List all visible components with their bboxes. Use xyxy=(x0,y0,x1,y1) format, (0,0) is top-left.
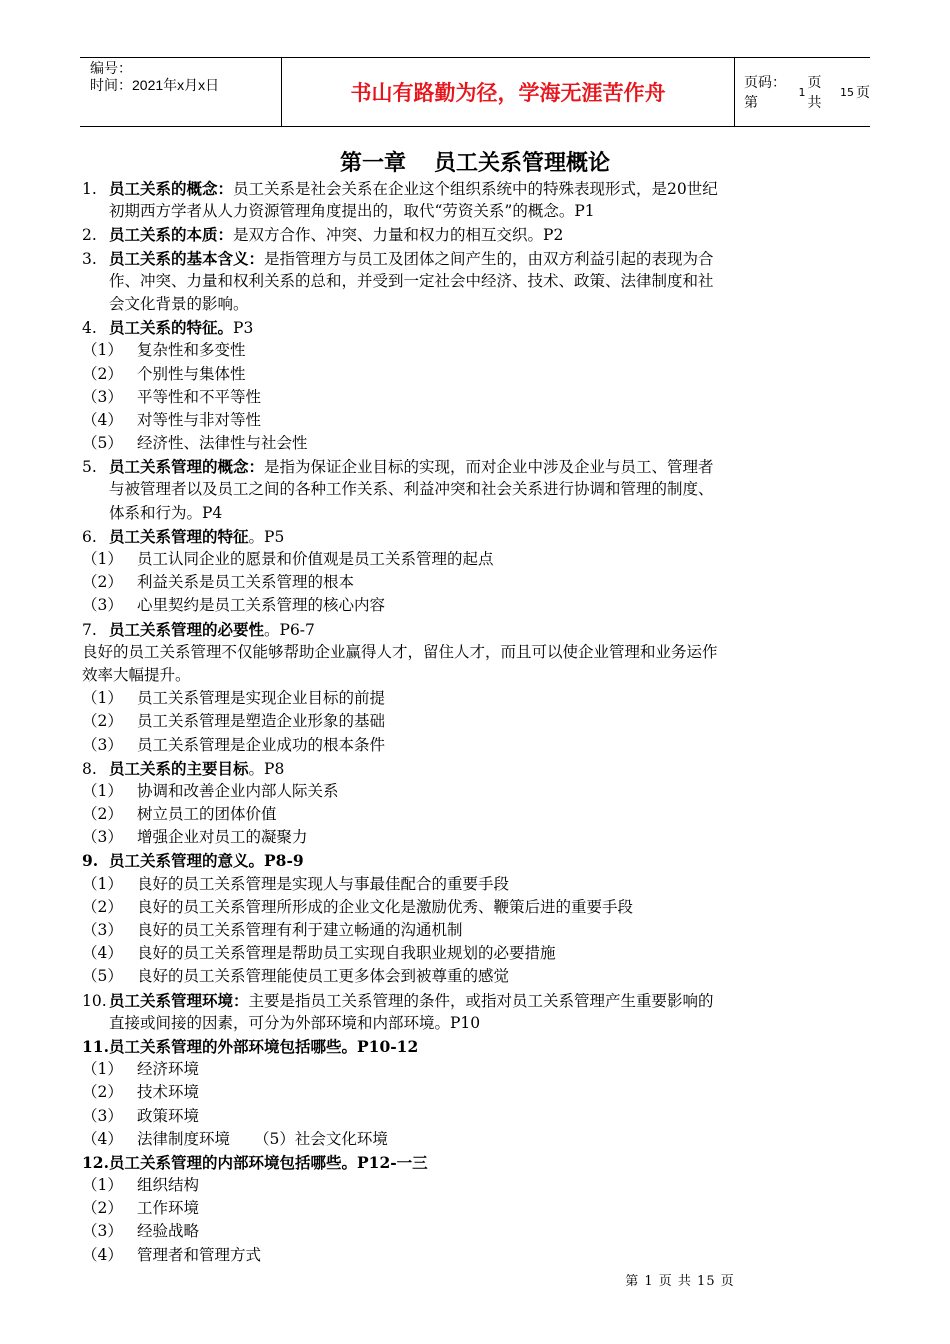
sub-item: （5） 经济性、法律性与社会性 xyxy=(82,434,308,453)
list-item: 6. 员工关系管理的特征。P5 xyxy=(82,526,285,546)
list-item-continuation: 与被管理者以及员工之间的各种工作关系、利益冲突和社会关系进行协调和管理的制度、 xyxy=(109,480,714,499)
paragraph-line: 良好的员工关系管理不仅能够帮助企业赢得人才，留住人才，而且可以使企业管理和业务运作 xyxy=(82,642,718,661)
sub-item: （1） 协调和改善企业内部人际关系 xyxy=(82,781,339,800)
sub-item: （4） 对等性与非对等性 xyxy=(82,410,262,429)
sub-item: （3） 平等性和不平等性 xyxy=(82,387,262,406)
list-item: 12.员工关系管理的内部环境包括哪些。P12-一三 xyxy=(82,1152,428,1172)
list-item-continuation: 作、冲突、力量和权利关系的总和，并受到一定社会中经济、技术、政策、法律制度和社 xyxy=(109,271,714,290)
page-footer: 第 1 页 共 15 页 xyxy=(625,1274,735,1289)
term: 员工关系管理的意义。P8-9 xyxy=(109,851,304,871)
chapter-title xyxy=(0,146,950,177)
page-prefix: 页码：第 xyxy=(744,75,786,111)
document-body xyxy=(82,177,868,1267)
term: 员工关系管理的外部环境包括哪些。P10-12 xyxy=(109,1036,419,1056)
term: 员工关系管理的内部环境包括哪些。P12-一三 xyxy=(109,1152,428,1172)
page-suffix: 页 xyxy=(856,85,870,101)
page-current: 1 xyxy=(798,85,806,99)
sub-item: （1） 组织结构 xyxy=(82,1176,200,1195)
sub-item: （1） 经济环境 xyxy=(82,1060,200,1079)
sub-item: （2） 工作环境 xyxy=(82,1199,200,1218)
sub-item: （3） 良好的员工关系管理有利于建立畅通的沟通机制 xyxy=(82,921,463,939)
list-item: 7. 员工关系管理的必要性。P6-7 xyxy=(82,619,315,639)
sub-item: （3） 政策环境 xyxy=(82,1106,200,1125)
chapter-name: 员工关系管理概论 xyxy=(434,150,611,176)
list-item: 10. 员工关系管理环境：主要是指员工关系管理的条件，或指对员工关系管理产生重要影响的 xyxy=(82,990,714,1010)
page-mid: 页 共 xyxy=(807,75,822,111)
sub-item: （1） 员工关系管理是实现企业目标的前提 xyxy=(82,689,386,708)
list-item: 2. 员工关系的本质：是双方合作、冲突、力量和权力的相互交织。P2 xyxy=(82,225,564,245)
sub-item: （3） 心里契约是员工关系管理的核心内容 xyxy=(82,596,386,615)
list-item: 11.员工关系管理的外部环境包括哪些。P10-12 xyxy=(82,1036,419,1056)
sub-item: （4） 法律制度环境 （5）社会文化环境 xyxy=(82,1129,388,1148)
sub-item: （3） 经验战略 xyxy=(82,1222,200,1241)
list-item-continuation: 初期西方学者从人力资源管理角度提出的，取代“劳资关系”的概念。P1 xyxy=(109,202,595,221)
sub-item: （5） 良好的员工关系管理能使员工更多体会到被尊重的感觉 xyxy=(82,967,510,986)
page-total: 15 xyxy=(840,85,854,99)
sub-item: （2） 技术环境 xyxy=(82,1083,200,1102)
document-header xyxy=(80,57,870,127)
list-item: 9. 员工关系管理的意义。P8-9 xyxy=(82,851,304,871)
list-item-continuation: 直接或间接的因素，可分为外部环境和内部环境。P10 xyxy=(109,1013,481,1032)
chapter-number: 第一章 xyxy=(339,150,406,176)
list-item: 5. 员工关系管理的概念：是指为保证企业目标的实现，而对企业中涉及企业与员工、管理者 xyxy=(82,457,714,477)
sub-item: （4） 良好的员工关系管理是帮助员工实现自我职业规划的必要措施 xyxy=(82,944,556,963)
term: 员工关系的本质： xyxy=(109,225,234,245)
doc-time-label: 时间：2021年x月x日 xyxy=(90,77,220,93)
doc-number-label: 编号： xyxy=(90,60,132,76)
list-item: 4. 员工关系的特征。P3 xyxy=(82,318,254,338)
paragraph-line: 效率大幅提升。 xyxy=(82,665,191,684)
term: 员工关系的主要目标 xyxy=(109,758,249,778)
term: 员工关系管理的概念： xyxy=(109,457,265,477)
sub-item: （2） 个别性与集体性 xyxy=(82,364,246,383)
list-item-continuation: 会文化背景的影响。 xyxy=(109,294,249,313)
term: 员工关系的基本含义： xyxy=(109,248,265,268)
sub-item: （1） 良好的员工关系管理是实现人与事最佳配合的重要手段 xyxy=(82,874,510,893)
term: 员工关系管理的特征 xyxy=(109,526,249,546)
sub-item: （3） 员工关系管理是企业成功的根本条件 xyxy=(82,735,386,754)
sub-item: （3） 增强企业对员工的凝聚力 xyxy=(82,828,308,847)
list-item: 3. 员工关系的基本含义：是指管理方与员工及团体之间产生的，由双方利益引起的表现为合 xyxy=(82,248,714,268)
list-item-continuation: 体系和行为。P4 xyxy=(109,503,223,522)
list-item: 1. 员工关系的概念：员工关系是社会关系在企业这个组织系统中的特殊表现形式，是20世纪 xyxy=(82,179,718,198)
sub-item: （2） 员工关系管理是塑造企业形象的基础 xyxy=(82,712,386,731)
list-item: 8. 员工关系的主要目标。P8 xyxy=(82,758,285,778)
term: 员工关系的概念： xyxy=(109,179,234,198)
sub-item: （2） 良好的员工关系管理所形成的企业文化是激励优秀、鞭策后进的重要手段 xyxy=(82,897,634,916)
sub-item: （1） 员工认同企业的愿景和价值观是员工关系管理的起点 xyxy=(82,550,494,568)
term: 员工关系管理环境： xyxy=(109,990,249,1010)
term: 员工关系管理的必要性 xyxy=(109,619,265,639)
term: 员工关系的特征。 xyxy=(109,318,234,338)
header-page-info xyxy=(734,58,870,126)
sub-item: （1） 复杂性和多变性 xyxy=(82,341,246,360)
header-motto: 书山有路勤为径，学海无涯苦作舟 xyxy=(282,58,735,126)
header-meta-cell xyxy=(80,58,282,126)
sub-item: （2） 利益关系是员工关系管理的根本 xyxy=(82,573,355,592)
sub-item: （2） 树立员工的团体价值 xyxy=(82,805,277,824)
sub-item: （4） 管理者和管理方式 xyxy=(82,1245,262,1264)
